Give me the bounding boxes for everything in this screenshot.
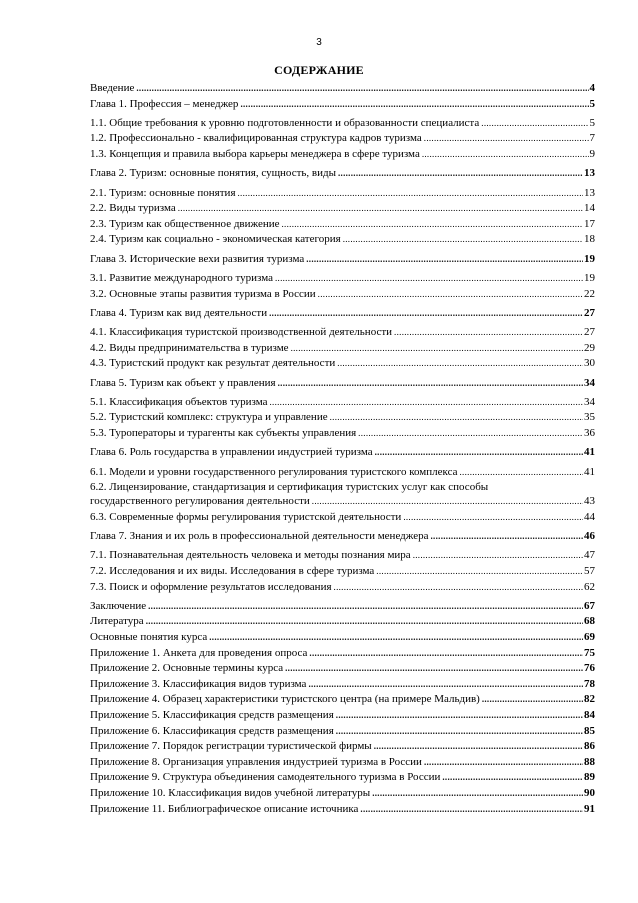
toc-entry-page: 69	[584, 631, 595, 644]
toc-entry-page: 84	[584, 709, 595, 721]
toc-entry	[90, 186, 595, 202]
toc-entry	[90, 395, 595, 411]
toc-entry	[90, 480, 595, 494]
toc-entry	[90, 755, 595, 771]
toc-entry	[90, 306, 595, 322]
toc-entry-page: 5	[589, 97, 595, 110]
toc-entry	[90, 510, 595, 526]
toc-entry-page: 19	[584, 252, 595, 265]
toc-entry-title: Литература	[90, 614, 146, 630]
toc-entry	[90, 465, 595, 481]
toc-entry	[90, 116, 595, 132]
table-of-contents	[90, 81, 595, 817]
toc-entry-page: 57	[584, 564, 595, 577]
toc-leader-dots	[338, 166, 583, 182]
toc-leader-dots	[431, 529, 584, 545]
toc-entry	[90, 646, 595, 662]
toc-entry-title: 4.2. Виды предпринимательства в туризме	[90, 341, 291, 357]
toc-entry-title: 2.2. Виды туризма	[90, 201, 178, 217]
toc-entry-title: 1.2. Профессионально - квалифицированная структура кадров туризма	[90, 131, 424, 147]
toc-entry	[90, 614, 595, 630]
toc-entry-title: 4.1. Классификация туристской производственной деятельности	[90, 325, 394, 341]
toc-entry-page: 46	[584, 530, 595, 543]
toc-entry	[90, 232, 595, 248]
toc-entry-page: 30	[584, 357, 595, 370]
toc-leader-dots	[424, 755, 583, 771]
toc-entry-page: 27	[584, 326, 595, 339]
toc-leader-dots	[481, 116, 588, 132]
toc-entry-page: 67	[584, 599, 595, 612]
toc-leader-dots	[334, 580, 583, 596]
toc-entry-page: 22	[584, 287, 595, 300]
toc-entry-title: 4.3. Туристский продукт как результат деятельности	[90, 356, 337, 372]
toc-entry-title: Приложение 5. Классификация средств размещения	[90, 708, 336, 724]
toc-entry-title: 6.2. Лицензирование, стандартизация и сертификация туристских услуг как способы	[90, 481, 489, 494]
toc-entry	[90, 786, 595, 802]
toc-entry-title: Приложение 4. Образец характеристики туристского центра (на примере Мальдив)	[90, 692, 482, 708]
toc-entry	[90, 599, 595, 615]
toc-entry-title: 1.1. Общие требования к уровню подготовленности и образованности специалиста	[90, 116, 481, 132]
toc-leader-dots	[422, 147, 589, 163]
toc-leader-dots	[376, 564, 583, 580]
toc-leader-dots	[360, 802, 583, 818]
toc-entry-page: 91	[584, 802, 595, 815]
toc-entry	[90, 630, 595, 646]
toc-entry-page: 29	[584, 341, 595, 354]
toc-leader-dots	[460, 465, 584, 481]
toc-entry	[90, 770, 595, 786]
toc-entry-title: Приложение 6. Классификация средств размещения	[90, 724, 336, 740]
toc-entry-title: 6.1. Модели и уровни государственного регулирования туристского комплекса	[90, 465, 460, 481]
toc-entry-page: 78	[584, 677, 595, 690]
toc-entry-page: 47	[584, 549, 595, 562]
toc-entry-title: 5.3. Туроператоры и турагенты как субъекты управления	[90, 426, 358, 442]
toc-leader-dots	[308, 677, 583, 693]
toc-entry-page: 7	[589, 132, 595, 145]
toc-leader-dots	[394, 325, 583, 341]
toc-entry-title: Приложение 7. Порядок регистрации туристической фирмы	[90, 739, 374, 755]
toc-entry-title: Заключение	[90, 599, 148, 615]
toc-leader-dots	[442, 770, 583, 786]
toc-entry	[90, 802, 595, 818]
toc-entry-page: 85	[584, 724, 595, 737]
toc-leader-dots	[336, 708, 583, 724]
toc-entry-title: 5.2. Туристский комплекс: структура и управление	[90, 410, 330, 426]
toc-entry	[90, 201, 595, 217]
toc-entry	[90, 739, 595, 755]
page-number: 3	[316, 37, 322, 48]
toc-leader-dots	[178, 201, 583, 217]
toc-leader-dots	[336, 724, 583, 740]
toc-entry-page: 43	[584, 495, 595, 508]
toc-entry-page: 13	[584, 186, 595, 199]
toc-leader-dots	[278, 376, 583, 392]
toc-entry-page: 13	[584, 167, 595, 180]
toc-entry-page: 68	[584, 615, 595, 628]
toc-entry	[90, 166, 595, 182]
toc-entry-page: 86	[584, 740, 595, 753]
toc-entry	[90, 81, 595, 97]
toc-entry-title: Глава 7. Знания и их роль в профессиональной деятельности менеджера	[90, 529, 431, 545]
toc-leader-dots	[269, 395, 583, 411]
toc-entry	[90, 661, 595, 677]
toc-entry-title: 5.1. Классификация объектов туризма	[90, 395, 269, 411]
toc-entry-title: Введение	[90, 81, 136, 97]
toc-leader-dots	[330, 410, 583, 426]
toc-entry	[90, 325, 595, 341]
toc-leader-dots	[312, 494, 583, 510]
toc-entry-page: 76	[584, 662, 595, 675]
toc-leader-dots	[413, 548, 583, 564]
toc-entry	[90, 410, 595, 426]
toc-entry	[90, 692, 595, 708]
toc-entry-page: 35	[584, 411, 595, 424]
toc-entry-title: Приложение 11. Библиографическое описание источника	[90, 802, 360, 818]
toc-leader-dots	[136, 81, 588, 97]
toc-leader-dots	[209, 630, 583, 646]
toc-entry-title: Глава 2. Туризм: основные понятия, сущность, виды	[90, 166, 338, 182]
toc-entry-title: Приложение 8. Организация управления индустрией туризма в России	[90, 755, 424, 771]
toc-entry-title: Приложение 9. Структура объединения самодеятельного туризма в России	[90, 770, 442, 786]
toc-entry-page: 27	[584, 306, 595, 319]
toc-entry	[90, 580, 595, 596]
toc-entry-page: 41	[584, 446, 595, 459]
toc-entry-page: 44	[584, 510, 595, 523]
toc-leader-dots	[403, 510, 583, 526]
toc-leader-dots	[238, 186, 584, 202]
toc-leader-dots	[285, 661, 583, 677]
toc-entry	[90, 445, 595, 461]
toc-entry-page: 90	[584, 786, 595, 799]
toc-entry	[90, 724, 595, 740]
toc-entry-title: Глава 5. Туризм как объект у правления	[90, 376, 278, 392]
toc-entry-title: 3.1. Развитие международного туризма	[90, 271, 275, 287]
toc-entry	[90, 356, 595, 372]
toc-entry-title: 2.4. Туризм как социально - экономическая категория	[90, 232, 343, 248]
toc-entry-page: 5	[589, 116, 595, 129]
toc-entry	[90, 271, 595, 287]
toc-entry-page: 18	[584, 233, 595, 246]
toc-entry	[90, 376, 595, 392]
toc-entry-page: 4	[589, 82, 595, 94]
toc-leader-dots	[375, 445, 583, 461]
toc-leader-dots	[374, 739, 583, 755]
toc-entry-page: 36	[584, 427, 595, 440]
toc-entry-title: 7.3. Поиск и оформление результатов исследования	[90, 580, 334, 596]
toc-entry-title: Приложение 10. Классификация видов учебной литературы	[90, 786, 372, 802]
toc-entry-page: 82	[584, 693, 595, 706]
toc-entry-title: Приложение 2. Основные термины курса	[90, 661, 285, 677]
toc-leader-dots	[482, 692, 583, 708]
toc-leader-dots	[148, 599, 583, 615]
toc-entry-title: Глава 3. Исторические вехи развития туризма	[90, 252, 306, 268]
toc-leader-dots	[337, 356, 583, 372]
toc-leader-dots	[275, 271, 583, 287]
toc-entry-title: Основные понятия курса	[90, 630, 209, 646]
toc-entry-title: Глава 6. Роль государства в управлении индустрией туризма	[90, 445, 375, 461]
toc-entry-title: государственного регулирования деятельности	[90, 494, 312, 510]
toc-entry-page: 14	[584, 202, 595, 215]
toc-entry-page: 41	[584, 465, 595, 478]
toc-entry-title: 7.2. Исследования и их виды. Исследования в сфере туризма	[90, 564, 376, 580]
toc-title: СОДЕРЖАНИЕ	[274, 63, 364, 77]
toc-entry-page: 88	[584, 755, 595, 768]
toc-leader-dots	[282, 217, 584, 233]
toc-entry	[90, 564, 595, 580]
toc-entry-title: 1.3. Концепция и правила выбора карьеры менеджера в сфере туризма	[90, 147, 422, 163]
toc-leader-dots	[269, 306, 583, 322]
toc-entry-page: 9	[589, 148, 595, 161]
toc-leader-dots	[318, 287, 583, 303]
toc-entry	[90, 287, 595, 303]
toc-leader-dots	[372, 786, 583, 802]
toc-leader-dots	[240, 97, 588, 113]
toc-entry-page: 89	[584, 771, 595, 784]
toc-entry	[90, 147, 595, 163]
toc-entry	[90, 97, 595, 113]
toc-leader-dots	[306, 252, 583, 268]
toc-entry-title: 3.2. Основные этапы развития туризма в России	[90, 287, 318, 303]
toc-entry-page: 17	[584, 217, 595, 230]
toc-entry-title: Глава 4. Туризм как вид деятельности	[90, 306, 269, 322]
toc-leader-dots	[358, 426, 583, 442]
toc-entry-title: Глава 1. Профессия – менеджер	[90, 97, 240, 113]
toc-entry-page: 19	[584, 271, 595, 284]
toc-leader-dots	[343, 232, 583, 248]
toc-entry-page: 75	[584, 646, 595, 659]
toc-entry-title: Приложение 1. Анкета для проведения опроса	[90, 646, 309, 662]
toc-entry	[90, 529, 595, 545]
toc-leader-dots	[146, 614, 583, 630]
toc-leader-dots	[309, 646, 583, 662]
toc-entry-page: 34	[584, 376, 595, 389]
toc-entry-title: 2.3. Туризм как общественное движение	[90, 217, 282, 233]
toc-entry	[90, 708, 595, 724]
toc-entry	[90, 677, 595, 693]
toc-entry	[90, 548, 595, 564]
toc-leader-dots	[424, 131, 589, 147]
toc-entry	[90, 341, 595, 357]
toc-entry	[90, 426, 595, 442]
toc-entry	[90, 131, 595, 147]
toc-entry-page: 62	[584, 580, 595, 593]
toc-entry-title: 7.1. Познавательная деятельность человека и методы познания мира	[90, 548, 413, 564]
toc-entry-page: 34	[584, 395, 595, 408]
toc-leader-dots	[291, 341, 583, 357]
toc-entry	[90, 494, 595, 510]
toc-entry	[90, 217, 595, 233]
toc-entry-title: Приложение 3. Классификация видов туризма	[90, 677, 308, 693]
toc-entry-title: 6.3. Современные формы регулирования туристской деятельности	[90, 510, 403, 526]
toc-entry-title: 2.1. Туризм: основные понятия	[90, 186, 238, 202]
toc-entry	[90, 252, 595, 268]
